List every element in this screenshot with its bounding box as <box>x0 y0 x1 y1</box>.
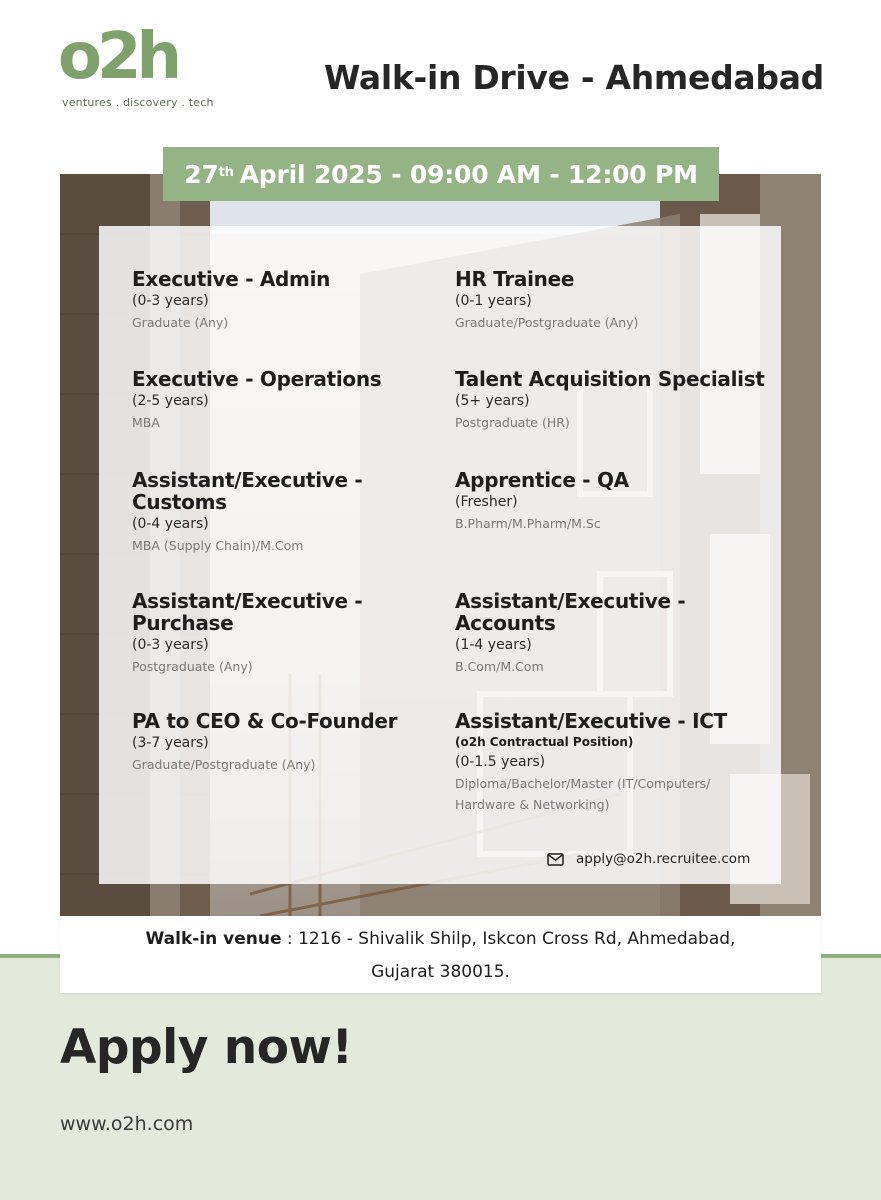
job-title: Executive - Operations <box>132 367 382 391</box>
job-qualification: Diploma/Bachelor/Master (IT/Computers/ Hardware & Networking) <box>455 776 711 812</box>
job-title: HR Trainee <box>455 267 575 291</box>
date-banner <box>163 147 719 201</box>
job-experience: (0-1 years) <box>455 293 532 309</box>
job-apprentice-qa <box>455 469 775 534</box>
job-qualification: Graduate (Any) <box>132 315 229 330</box>
job-title: Assistant/Executive - Accounts <box>455 589 686 635</box>
job-experience: (Fresher) <box>455 494 518 510</box>
job-note: (o2h Contractual Position) <box>455 735 634 749</box>
walk-in-venue <box>60 916 821 993</box>
job-experience: (0-4 years) <box>132 516 209 532</box>
apply-now-heading: Apply now! <box>60 1020 353 1075</box>
date-day: 27 <box>184 159 219 189</box>
website-link[interactable]: www.o2h.com <box>60 1113 194 1135</box>
job-qualification: Graduate/Postgraduate (Any) <box>455 315 639 330</box>
logo-tagline: ventures . discovery . tech <box>62 96 214 109</box>
job-experience: (5+ years) <box>455 393 530 409</box>
job-title: PA to CEO & Co-Founder <box>132 709 398 733</box>
job-pa-to-ceo <box>132 710 452 775</box>
job-experience: (0-3 years) <box>132 637 209 653</box>
job-assistant-executive-purchase <box>132 590 422 677</box>
o2h-logo <box>58 20 214 114</box>
job-experience: (0-3 years) <box>132 293 209 309</box>
job-qualification: Graduate/Postgraduate (Any) <box>132 757 316 772</box>
job-title: Executive - Admin <box>132 267 331 291</box>
page-title: Walk-in Drive - Ahmedabad <box>324 58 824 97</box>
job-experience: (2-5 years) <box>132 393 209 409</box>
job-qualification: B.Com/M.Com <box>455 659 544 674</box>
apply-email-address[interactable]: apply@o2h.recruitee.com <box>576 851 751 867</box>
apply-email[interactable] <box>547 851 750 867</box>
job-assistant-executive-accounts <box>455 590 735 677</box>
job-title: Assistant/Executive - Purchase <box>132 589 363 635</box>
mail-icon <box>547 853 564 866</box>
job-experience: (1-4 years) <box>455 637 532 653</box>
venue-separator: : <box>281 929 299 949</box>
logo-mark: o2h <box>58 20 178 94</box>
date-time-range: April 2025 - 09:00 AM - 12:00 PM <box>239 159 698 189</box>
job-title: Talent Acquisition Specialist <box>455 367 765 391</box>
job-hr-trainee <box>455 268 775 333</box>
job-title: Apprentice - QA <box>455 468 629 492</box>
venue-label: Walk-in venue <box>145 929 282 949</box>
date-suffix: th <box>218 164 234 180</box>
venue-address-line2: Gujarat 380015. <box>371 962 510 982</box>
job-talent-acquisition-specialist <box>455 368 775 433</box>
venue-line-1 <box>60 923 821 956</box>
job-qualification: MBA (Supply Chain)/M.Com <box>132 538 304 553</box>
job-experience: (0-1.5 years) <box>455 754 546 770</box>
job-qualification: B.Pharm/M.Pharm/M.Sc <box>455 516 601 531</box>
job-title: Assistant/Executive - Customs <box>132 468 363 514</box>
job-title: Assistant/Executive - ICT <box>455 709 727 733</box>
job-qualification: Postgraduate (Any) <box>132 659 253 674</box>
job-executive-admin <box>132 268 452 333</box>
venue-address-line1: 1216 - Shivalik Shilp, Iskcon Cross Rd, Ahmedabad, <box>298 929 736 949</box>
job-assistant-executive-customs <box>132 469 422 556</box>
job-qualification: Postgraduate (HR) <box>455 415 570 430</box>
job-qualification: MBA <box>132 415 160 430</box>
job-executive-operations <box>132 368 452 433</box>
job-experience: (3-7 years) <box>132 735 209 751</box>
job-assistant-executive-ict <box>455 710 755 815</box>
